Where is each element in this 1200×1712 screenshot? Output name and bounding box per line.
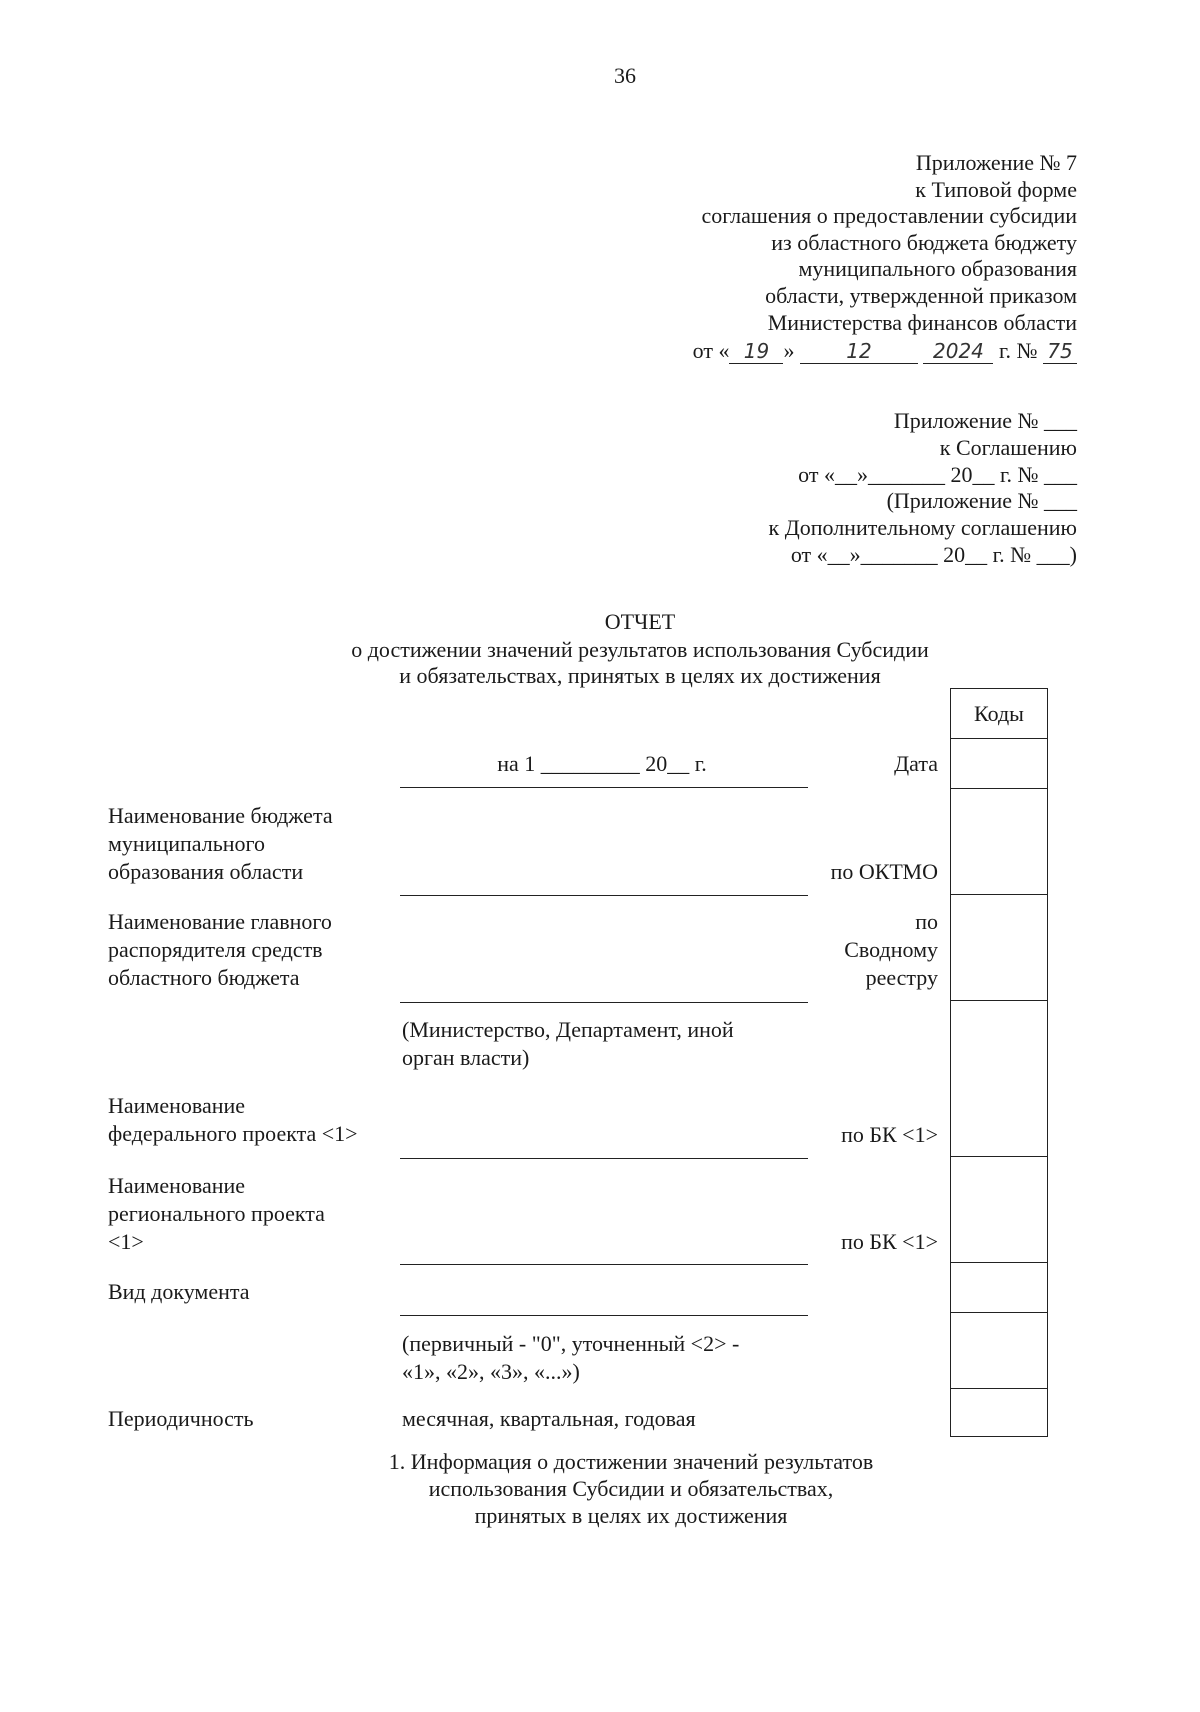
appendix-main-line: муниципального образования bbox=[798, 256, 1077, 282]
field-doc-type: Вид документа bbox=[108, 1279, 250, 1304]
doc-type-hint: (первичный - "0", уточненный <2> - «1», «2», «3», «...») bbox=[402, 1331, 740, 1384]
code-cell-doc-type[interactable] bbox=[951, 1263, 1047, 1313]
date-underline bbox=[400, 787, 808, 788]
appendix-main-date-line: от « 19 » 12 2024 г. № 75 bbox=[693, 338, 1077, 365]
report-subtitle: и обязательствах, принятых в целях их достижения bbox=[399, 663, 881, 688]
periodicity-value: месячная, квартальная, годовая bbox=[402, 1406, 696, 1431]
code-cell-hint[interactable] bbox=[951, 1313, 1047, 1389]
appendix-main-line: соглашения о предоставлении субсидии bbox=[701, 203, 1077, 229]
doc-type-input-line[interactable] bbox=[400, 1315, 808, 1316]
appendix-agreement-line: (Приложение № ___ bbox=[886, 488, 1077, 514]
code-label-date: Дата bbox=[894, 751, 938, 776]
appendix-main-header bbox=[693, 150, 1077, 365]
appendix-main-line: Приложение № 7 bbox=[915, 150, 1077, 175]
code-label-oktmo: по ОКТМО bbox=[830, 859, 938, 884]
appendix-main-line: к Типовой форме bbox=[915, 176, 1077, 202]
appendix-agreement-line: к Соглашению bbox=[939, 434, 1077, 460]
code-cell-bk-federal[interactable] bbox=[951, 1001, 1047, 1157]
appendix-agreement-line: от «__»_______ 20__ г. № ___ bbox=[798, 461, 1077, 487]
code-cell-oktmo[interactable] bbox=[951, 789, 1047, 895]
budget-name-input-line[interactable] bbox=[400, 895, 808, 896]
field-periodicity: Периодичность bbox=[108, 1406, 254, 1431]
codes-header: Коды bbox=[951, 689, 1047, 739]
code-cell-date[interactable] bbox=[951, 739, 1047, 789]
code-cell-register[interactable] bbox=[951, 895, 1047, 1001]
appendix-main-line: из областного бюджета бюджету bbox=[771, 229, 1077, 255]
code-label-bk-federal: по БК <1> bbox=[841, 1122, 938, 1147]
handwritten-month: 12 bbox=[800, 339, 918, 364]
field-federal-project: Наименование федерального проекта <1> bbox=[108, 1093, 358, 1146]
appendix-agreement-line: от «__»_______ 20__ г. № ___) bbox=[790, 541, 1077, 567]
codes-table bbox=[950, 688, 1048, 1437]
section-1-heading: 1. Информация о достижении значений результатов использования Субсидии и обязательствах, принятых в целях их достижения bbox=[388, 1449, 874, 1528]
code-cell-periodicity[interactable] bbox=[951, 1389, 1047, 1437]
field-budget-name: Наименование бюджета муниципального образования области bbox=[108, 803, 333, 884]
report-title: ОТЧЕТ bbox=[604, 609, 676, 634]
field-main-manager: Наименование главного распорядителя средств областного бюджета bbox=[108, 909, 332, 990]
field-regional-project: Наименование регионального проекта <1> bbox=[108, 1173, 325, 1254]
code-cell-bk-regional[interactable] bbox=[951, 1157, 1047, 1263]
appendix-agreement-header bbox=[769, 408, 1077, 569]
report-date-line: на 1 _________ 20__ г. bbox=[497, 751, 707, 776]
main-manager-hint: (Министерство, Департамент, иной орган власти) bbox=[402, 1017, 734, 1070]
handwritten-day: 19 bbox=[729, 339, 783, 364]
code-label-bk-regional: по БК <1> bbox=[841, 1229, 938, 1254]
handwritten-year: 2024 bbox=[923, 339, 993, 364]
report-subtitle: о достижении значений результатов использования Субсидии bbox=[351, 637, 929, 662]
handwritten-number: 75 bbox=[1043, 339, 1077, 364]
appendix-main-line: области, утвержденной приказом bbox=[765, 282, 1077, 308]
page-number: 36 bbox=[614, 63, 636, 88]
main-manager-input-line[interactable] bbox=[400, 1002, 808, 1003]
code-label-register: по Сводному реестру bbox=[844, 909, 938, 990]
appendix-agreement-line: к Дополнительному соглашению bbox=[768, 515, 1077, 541]
regional-project-input-line[interactable] bbox=[400, 1264, 808, 1265]
appendix-agreement-line: Приложение № ___ bbox=[893, 408, 1077, 433]
appendix-main-line: Министерства финансов области bbox=[767, 309, 1077, 335]
federal-project-input-line[interactable] bbox=[400, 1158, 808, 1159]
